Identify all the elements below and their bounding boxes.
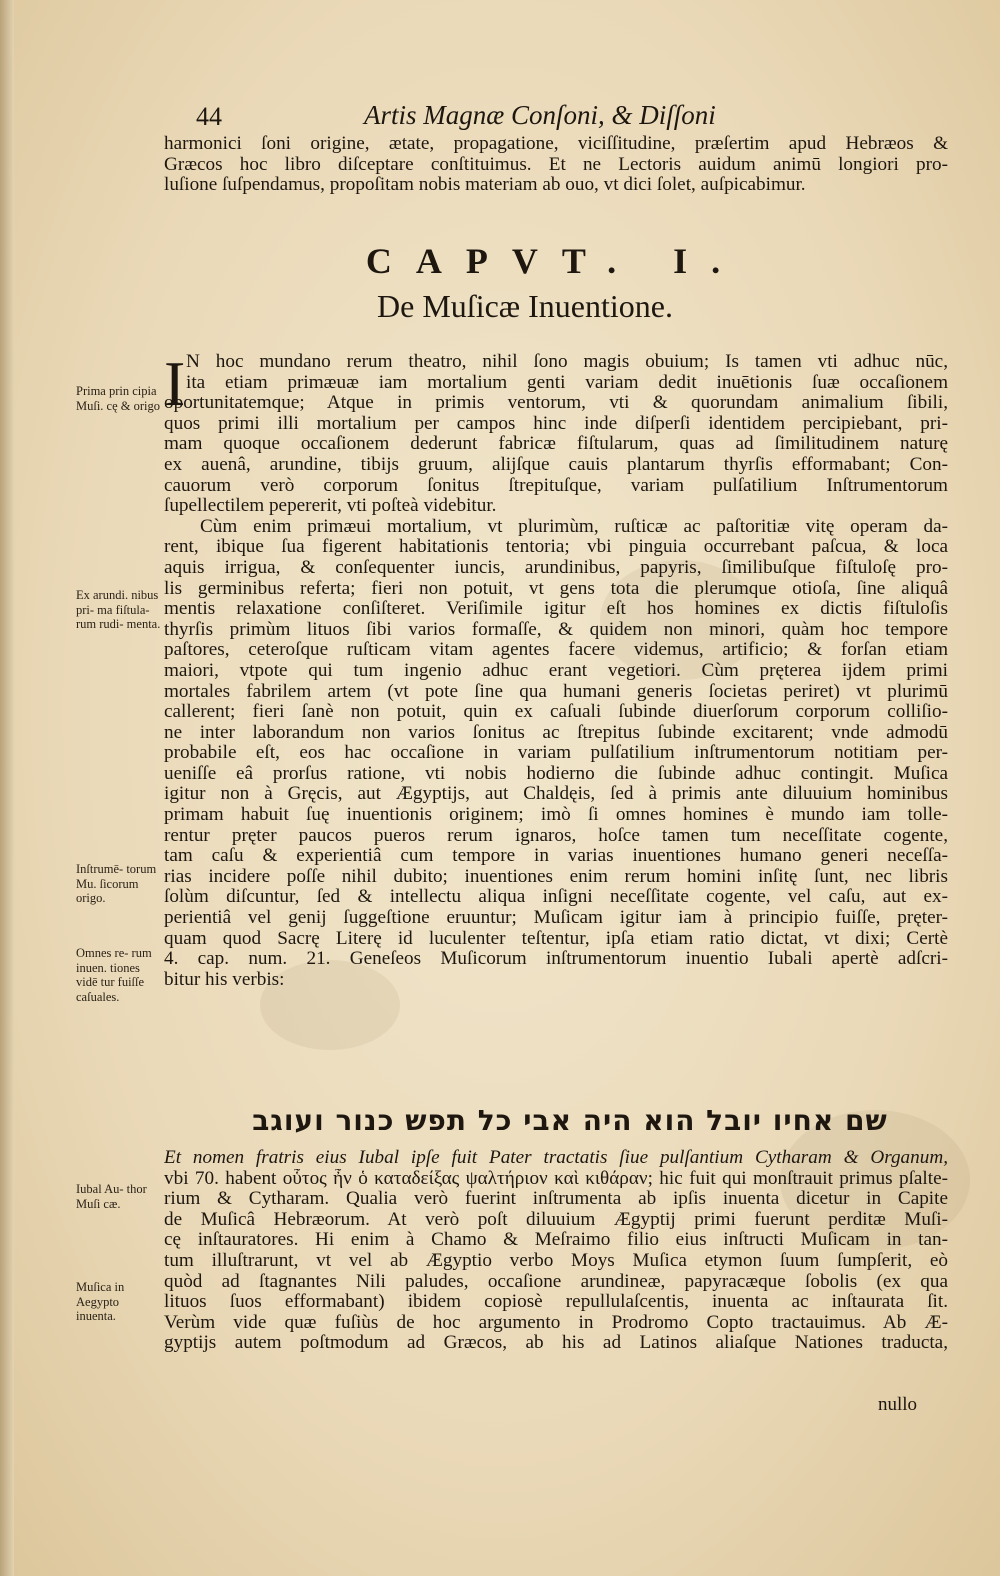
text-line: mortales fabrilem artem (vt pote ſine qua humani generis ſocietas periret) vt plurimū: [164, 681, 948, 702]
text-line: tam caſu & experientiâ cum tempore in varias inuentiones humano generi neceſſa-: [164, 846, 948, 867]
text-line: oportunitatemque; Atque in primis ventorum, vti & quorundam animalium ſibili,: [164, 393, 948, 414]
chapter-heading: CAPVT. I.: [365, 241, 745, 281]
text-line: Verùm vide quæ fuſiùs de hoc argumento in Prodromo Copto tractauimus. Ab Æ-: [164, 1312, 948, 1333]
intro-paragraph: [164, 134, 948, 196]
text-line: aquis irrigua, & conſequenter iuncis, arundinibus, papyris, ſimilibuſque fiſtuloſę pro-: [164, 557, 948, 578]
catchword: nullo: [878, 1394, 918, 1415]
text-line: lis germinibus referta; fieri non potuit, vt gens tota die plerumque otioſa, ſine aliquâ: [164, 578, 948, 599]
text-line: mentis relaxatione conſiſteret. Veriſimile igitur eſt hos homines ex dictis fiſtuloſis: [164, 599, 948, 620]
marginal-note: Prima prin cipia Muſi. cę & origo: [76, 384, 161, 413]
text-line: perientiâ vel genij ſuggeſtione eruuntur; Muſicam igitur iam à principio fuiſſe, pręter-: [164, 908, 948, 929]
text-line: quam quod Sacrę Literę id luculenter teſtentur, ipſa etiam ratio dictat, vt dixi; Certè: [164, 928, 948, 949]
text-line: bitur his verbis:: [164, 969, 285, 990]
text-line: probabile eſt, eos hac occaſione in variam pulſatilium inſtrumentorum notitiam per-: [164, 743, 948, 764]
text-line: Et nomen fratris eius Iubal ipſe fuit Pater tractatis ſiue pulſantium Cytharam & Organum,: [164, 1148, 948, 1168]
chapter-subtitle: De Muſicæ Inuentione.: [377, 288, 673, 324]
text-line: 4. cap. num. 21. Geneſeos Muſicorum inſtrumentorum inuentio Iubali apertè adſcri-: [164, 949, 948, 970]
drop-cap: I: [164, 348, 186, 419]
text-line: Græcos hoc libro diſceptare conſtituimus. Et ne Lectoris auidum animū longiori pro-: [164, 154, 948, 175]
text-line: ex auenâ, arundine, tibijs gruum, alijſque cauis plantarum thyrſis efformabant; Con-: [164, 454, 948, 475]
text-line: de Muſicâ Hebræorum. At verò poſt diluuium Ægyptij primi fuerunt perditæ Muſi-: [164, 1209, 948, 1230]
text-line: cauorum verò corporum ſonitus ſtrepituſque, variam pulſatilium Inſtrumentorum: [164, 475, 948, 496]
text-line: tum illuſtrarunt, vt vel ab Ægyptio verbo Moys Muſica etymon ſuum ſumpſerit, eò: [164, 1250, 948, 1271]
text-line: ne inter laborandum non varios ſonitus ac ſtrepitus ſubinde excitarent; vnde admodū: [164, 722, 948, 743]
page-edge-shadow: [0, 0, 14, 1576]
text-line: thyrſis primùm lituos ſibi varios formaſſe, & quidem non minori, quàm hoc tempore: [164, 619, 948, 640]
body-section-2: [164, 1148, 948, 1354]
text-line: rium & Cytharam. Qualia verò fuerint inſtrumenta ab ipſis inuenta dicetur in Capite: [164, 1189, 948, 1210]
text-line: maiori, vtpote qui tum ingenio adhuc erant vegetiori. Cùm pręterea ijdem primi: [164, 660, 948, 681]
marginal-note: Inſtrumē- torum Mu. ſicorum origo.: [76, 862, 157, 905]
text-line: ſolùm diſcuntur, ſed & intellectu aliqua inſigni neceſſitate cogente, vel caſu, aut ex-: [164, 887, 948, 908]
hebrew-quotation: שם אחיו יובל הוא היה אבי כל תפש כנור ועוגב: [252, 1104, 888, 1137]
marginal-note: Iubal Au- thor Muſi cæ.: [76, 1182, 147, 1211]
text-line: callerent; fieri ſanè non potuit, quin ex caſuali ſubinde diuerſorum corporum colliſio-: [164, 702, 948, 723]
text-line: quòd ad ſtagnantes Nili paludes, occaſione arundineæ, papyracæque ſobolis (ex qua: [164, 1271, 948, 1292]
text-line: Cùm enim primæui mortalium, vt plurimùm, ruſticæ ac paſtoritiæ vitę operam da-: [200, 516, 948, 537]
running-title: Artis Magnæ Conſoni, & Diſſoni: [364, 100, 716, 130]
page-header: [196, 102, 776, 138]
text-line: harmonici ſoni origine, ætate, propagatione, viciſſitudine, præſertim apud Hebræos &: [164, 134, 948, 154]
text-line: mam quoque occaſionem dederunt fabricæ fiſtularum, quas ad ſimilitudinem naturę: [164, 434, 948, 455]
text-line: N hoc mundano rerum theatro, nihil ſono magis obuium; Is tamen vti adhuc nūc,: [186, 352, 948, 372]
text-line: cę inſtauratores. Hi enim à Chamo & Meſraimo filio eius inſtructi Muſicam in tan-: [164, 1230, 948, 1251]
text-line: primam habuit ſuę inuentionis originem; imò ſi omnes homines è mundo iam tolle-: [164, 805, 948, 826]
text-line: quos primi illi mortalium per campos hinc inde diſperſi identidem percipiebant, pri-: [164, 413, 948, 434]
text-line: rentur pręter paucos pueros rerum ignaros, hoſce tamen tum neceſſitate cogente,: [164, 825, 948, 846]
marginal-note: Ex arundi. nibus pri- ma fiſtula- rum rudi- menta.: [76, 588, 161, 631]
text-line: paſtores, ceteroſque ruſticam vitam agentes facere videmus, artificio; & forſan etiam: [164, 640, 948, 661]
text-line: ſupellectilem pepererit, vti poſteà videbitur.: [164, 496, 497, 517]
page-number: 44: [196, 102, 222, 131]
marginal-note: Omnes re- rum inuen. tiones vidē tur fuiſſe caſuales.: [76, 946, 152, 1004]
text-line: gyptijs autem poſtmodum ad Græcos, ab his ad Latinos aliaſque Nationes traducta,: [164, 1333, 948, 1354]
text-line: ita etiam primæuæ iam mortalium genti variam dedit inuētionis ſuæ occaſionem: [186, 372, 948, 393]
text-line: igitur non à Gręcis, aut Ægyptijs, aut Chaldęis, ſed à primis ante diluuium hominibus: [164, 784, 948, 805]
marginal-note: Muſica in Aegypto inuenta.: [76, 1280, 125, 1323]
text-line: rent, ibique ſua figerent habitationis tentoria; vbi pinguia occurrebant paſcua, & loca: [164, 537, 948, 558]
text-line: lituos ſuos efformabant) ibidem copiosè repullulaſcentis, inuenta ac inſtaurata ſit.: [164, 1292, 948, 1313]
text-line: ueniſſe eâ prorſus ratione, vti nobis hodierno die ſubinde adhuc contingit. Muſica: [164, 763, 948, 784]
text-line: luſione ſuſpendamus, propoſitam nobis materiam ab ouo, vt dici ſolet, auſpicabimur.: [164, 175, 806, 196]
text-line: vbi 70. habent οὗτος ἦν ὁ καταδείξας ψαλτήριον καὶ κιθάραν; hic fuit qui monſtrauit primus pſalte-: [164, 1168, 948, 1189]
text-line: rias incidere poſſe nihil dubito; inuentiones enim rerum homini inſitę ſunt, nec libris: [164, 866, 948, 887]
body-section-1: [164, 348, 948, 990]
